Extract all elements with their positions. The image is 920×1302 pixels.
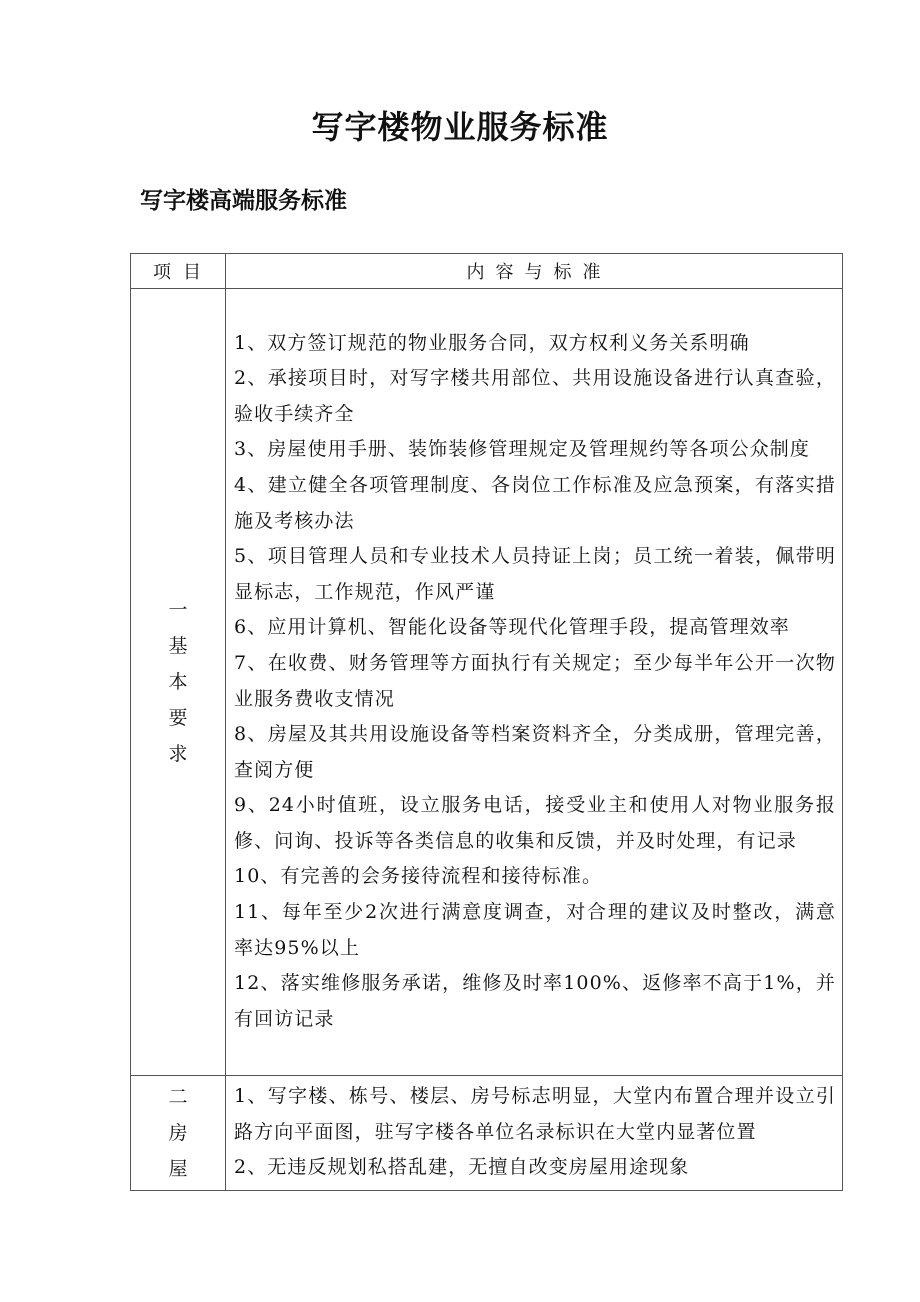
list-item: 1、双方签订规范的物业服务合同，双方权利义务关系明确	[234, 331, 750, 354]
row-content-basic-requirements	[226, 289, 843, 1076]
list-item: 5、项目管理人员和专业技术人员持证上岗；员工统一着装，佩带明显标志，工作规范，作风严谨	[234, 545, 836, 603]
label-char: 要	[168, 707, 188, 729]
label-char: 屋	[168, 1157, 188, 1180]
list-item: 8、房屋及其共用设施设备等档案资料齐全，分类成册，管理完善，查阅方便	[234, 723, 836, 781]
list-item: 2、承接项目时，对写字楼共用部位、共用设施设备进行认真查验，验收手续齐全	[234, 367, 836, 425]
standards-table	[130, 253, 843, 1191]
label-char: 二	[168, 1085, 188, 1108]
list-item: 12、落实维修服务承诺，维修及时率100%、返修率不高于1%，并有回访记录	[234, 972, 836, 1030]
label-char: 一	[168, 599, 188, 621]
label-char: 求	[168, 743, 188, 765]
document-title: 写字楼物业服务标准	[311, 108, 609, 146]
header-item: 项目	[131, 254, 226, 289]
table-header-row	[131, 254, 843, 289]
row-label-basic-requirements	[131, 289, 226, 1076]
section-subtitle: 写字楼高端服务标准	[140, 188, 347, 214]
list-item: 9、24小时值班，设立服务电话，接受业主和使用人对物业服务报修、问询、投诉等各类信息的收集和反馈，并及时处理，有记录	[234, 794, 836, 852]
list-item: 4、建立健全各项管理制度、各岗位工作标准及应急预案，有落实措施及考核办法	[234, 473, 836, 532]
list-item: 3、房屋使用手册、装饰装修管理规定及管理规约等各项公众制度	[234, 438, 810, 461]
label-char: 基	[168, 635, 188, 657]
list-item: 6、应用计算机、智能化设备等现代化管理手段，提高管理效率	[234, 616, 790, 639]
row-label-housing	[131, 1076, 226, 1191]
label-char: 本	[168, 671, 188, 693]
table-row	[131, 289, 843, 1076]
label-char: 房	[168, 1121, 188, 1144]
table-row	[131, 1076, 843, 1191]
list-item: 10、有完善的会务接待流程和接待标准。	[234, 865, 603, 888]
list-item: 11、每年至少2次进行满意度调查，对合理的建议及时整改，满意率达95%以上	[234, 901, 836, 959]
list-item: 2、无违反规划私搭乱建，无擅自改变房屋用途现象	[234, 1156, 690, 1179]
list-item: 7、在收费、财务管理等方面执行有关规定；至少每半年公开一次物业服务费收支情况	[234, 651, 836, 710]
list-item: 1、写字楼、栋号、楼层、房号标志明显，大堂内布置合理并设立引路方向平面图，驻写字楼各单位名录标识在大堂内显著位置	[234, 1085, 836, 1143]
row-content-housing	[226, 1076, 843, 1191]
header-content-standard: 内容与标准	[226, 254, 843, 289]
